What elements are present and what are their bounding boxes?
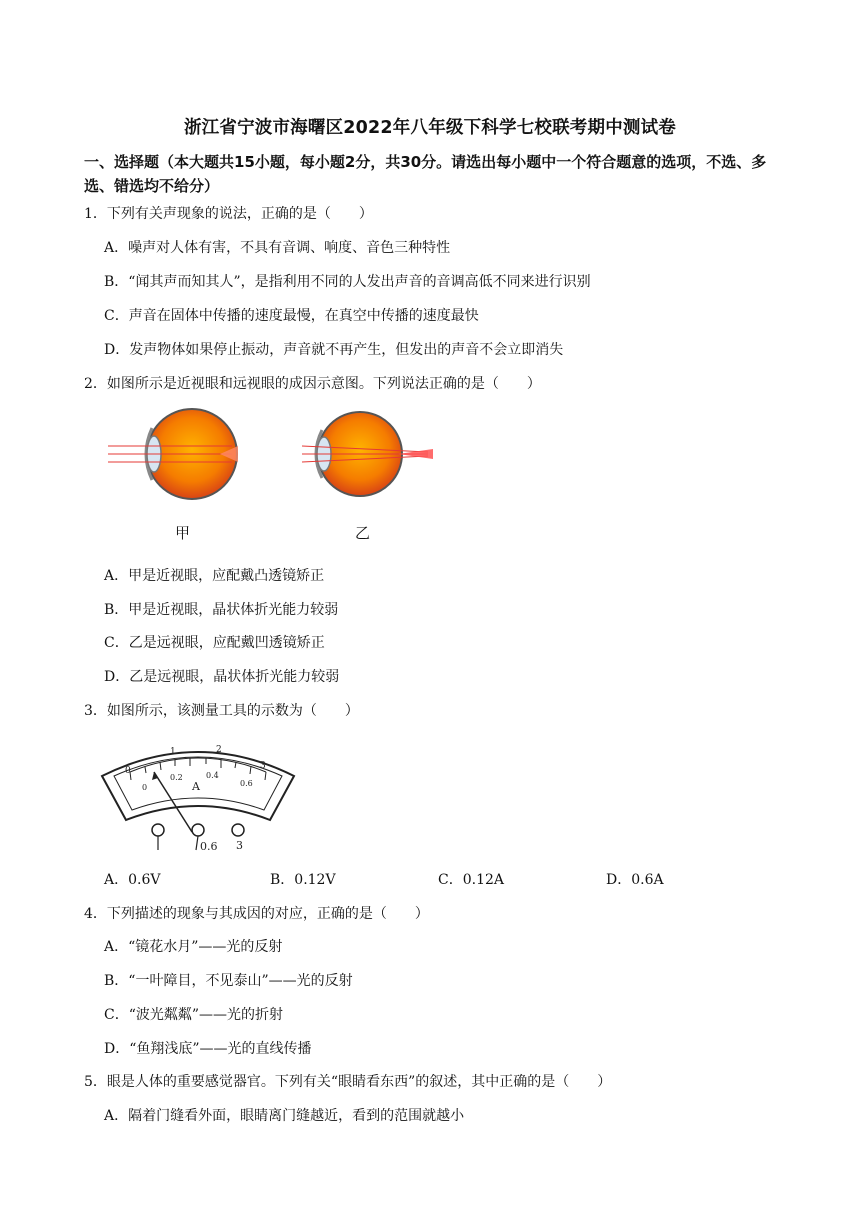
lower-tick-0.6: 0.6 [240,779,253,788]
lower-tick-0.4: 0.4 [206,771,219,780]
terminal-label-3: 3 [236,839,243,852]
question-3-option-d[interactable]: D．0.6A [606,872,664,888]
question-2-option-a[interactable]: A．甲是近视眼，应配戴凸透镜矫正 [104,568,325,584]
question-1-stem: 1．下列有关声现象的说法，正确的是（ ） [84,206,373,222]
question-1-option-c[interactable]: C．声音在固体中传播的速度最慢，在真空中传播的速度最快 [104,308,479,324]
upper-tick-2: 2 [216,745,222,755]
figure-label-yi: 乙 [355,524,371,542]
lower-tick-0.2: 0.2 [170,773,183,782]
question-4-stem: 4．下列描述的现象与其成因的对应，正确的是（ ） [84,906,429,922]
question-2-option-c[interactable]: C．乙是远视眼，应配戴凹透镜矫正 [104,635,325,651]
eye-jia-icon [108,409,238,499]
figure-label-jia: 甲 [175,524,191,542]
question-1-option-a[interactable]: A．噪声对人体有害，不具有音调、响度、音色三种特性 [104,240,451,256]
lower-tick-0: 0 [142,783,148,792]
question-3-option-a[interactable]: A．0.6V [104,872,161,888]
upper-tick-3: 3 [260,761,266,771]
terminal-0.6-icon [192,824,204,836]
section-heading: 一、选择题（本大题共15小题，每小题2分，共30分。请选出每小题中一个符合题意的选项，不选、多选、错选均不给分） [84,153,767,195]
terminal-negative-icon [152,824,164,836]
question-1-option-d[interactable]: D．发声物体如果停止振动，声音就不再产生，但发出的声音不会立即消失 [104,342,564,358]
meter-unit: A [192,780,200,793]
eye-yi-icon [302,412,433,496]
question-5-option-a[interactable]: A．隔着门缝看外面，眼睛离门缝越近，看到的范围就越小 [104,1108,465,1124]
terminal-3-icon [232,824,244,836]
question-4-option-d[interactable]: D．“鱼翔浅底”——光的直线传播 [104,1041,312,1057]
upper-tick-0: 0 [125,766,131,776]
question-2-option-b[interactable]: B．甲是近视眼，晶状体折光能力较弱 [104,602,339,618]
question-3-option-b[interactable]: B．0.12V [270,872,336,888]
question-5-stem: 5．眼是人体的重要感觉器官。下列有关“眼睛看东西”的叙述，其中正确的是（ ） [84,1074,612,1090]
upper-tick-1: 1 [170,747,176,757]
question-3-stem: 3．如图所示，该测量工具的示数为（ ） [84,703,359,719]
terminal-label-0.6: 0.6 [200,840,218,853]
question-2-stem: 2．如图所示是近视眼和远视眼的成因示意图。下列说法正确的是（ ） [84,376,541,392]
ammeter-figure [100,730,300,856]
page-title: 浙江省宁波市海曙区2022年八年级下科学七校联考期中测试卷 [183,118,676,138]
question-4-option-b[interactable]: B．“一叶障目，不见泰山”——光的反射 [104,973,353,989]
question-1-option-b[interactable]: B．“闻其声而知其人”，是指利用不同的人发出声音的音调高低不同来进行识别 [104,274,591,290]
question-4-option-a[interactable]: A．“镜花水月”——光的反射 [104,939,283,955]
question-3-option-c[interactable]: C．0.12A [438,872,504,888]
eye-diagram [108,406,438,506]
question-4-option-c[interactable]: C．“波光粼粼”——光的折射 [104,1007,284,1023]
question-2-option-d[interactable]: D．乙是远视眼，晶状体折光能力较弱 [104,669,340,685]
